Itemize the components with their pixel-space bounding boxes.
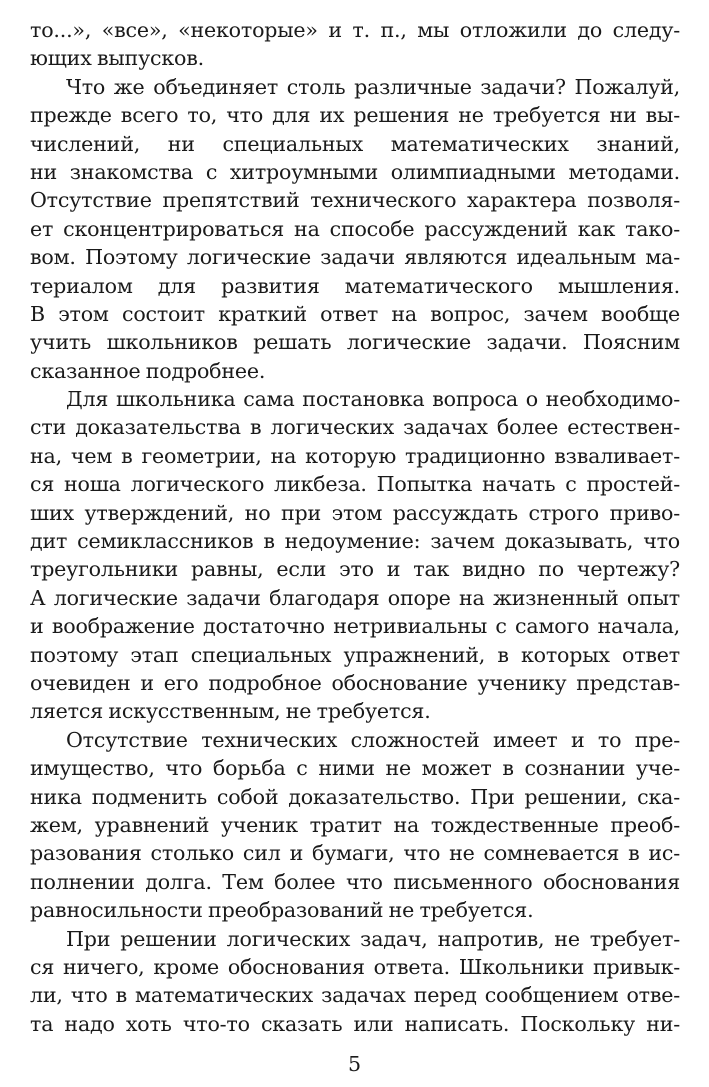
text-line: равносильности преобразований не требуется.: [30, 898, 534, 923]
text-line: А логические задачи благодаря опоре на жизненный опыт: [30, 585, 680, 610]
text-line: ни знакомства с хитроумными олимпиадными методами.: [30, 159, 680, 184]
text-line: вом. Поэтому логические задачи являются идеальным ма-: [30, 245, 680, 270]
text-line: Что же объединяет столь различные задачи? Пожалуй,: [66, 74, 680, 99]
text-line: разования столько сил и бумаги, что не сомневается в ис-: [30, 841, 680, 866]
text-line: числений, ни специальных математических знаний,: [30, 131, 680, 156]
text-line: имущество, что борьба с ними не может в сознании уче-: [30, 756, 680, 781]
page-body: [30, 16, 680, 1038]
text-line: на, чем в геометрии, на которую традиционно взваливает-: [30, 443, 680, 468]
page-number: 5: [347, 1052, 362, 1076]
text-line: Отсутствие технических сложностей имеет и то пре-: [66, 727, 680, 752]
text-line: При решении логических задач, напротив, не требует-: [66, 926, 680, 951]
text-line: жем, уравнений ученик тратит на тождественные преоб-: [30, 812, 680, 837]
text-line: полнении долга. Тем более что письменного обоснования: [30, 869, 680, 894]
text-line: ли, что в математических задачах перед сообщением отве-: [30, 983, 680, 1008]
paragraph-1: [30, 16, 680, 73]
paragraph-2: [30, 73, 680, 385]
text-line: ет сконцентрироваться на способе рассуждений как тако-: [30, 216, 680, 241]
text-line: ших утверждений, но при этом рассуждать строго приво-: [30, 500, 680, 525]
text-line: прежде всего то, что для их решения не требуется ни вы-: [30, 103, 680, 128]
text-line: Для школьника сама постановка вопроса о необходимо-: [66, 387, 680, 412]
text-line: ляется искусственным, не требуется.: [30, 699, 431, 724]
text-line: поэтому этап специальных упражнений, в которых ответ: [30, 642, 680, 667]
text-line: сказанное подробнее.: [30, 358, 266, 383]
text-line: В этом состоит краткий ответ на вопрос, зачем вообще: [30, 301, 680, 326]
text-line: треугольники равны, если это и так видно по чертежу?: [30, 557, 680, 582]
text-line: и воображение достаточно нетривиальны с самого начала,: [30, 614, 680, 639]
text-line: ника подменить собой доказательство. При решении, ска-: [30, 784, 680, 809]
text-line: очевиден и его подробное обоснование ученику представ-: [30, 670, 680, 695]
text-line: дит семиклассников в недоумение: зачем доказывать, что: [30, 529, 680, 554]
text-line: ющих выпусков.: [30, 46, 204, 71]
text-line: учить школьников решать логические задачи. Поясним: [30, 330, 680, 355]
text-line: Отсутствие препятствий технического характера позволя-: [30, 188, 680, 213]
text-line: ся ноша логического ликбеза. Попытка начать с простей-: [30, 472, 680, 497]
text-line: сти доказательства в логических задачах более естествен-: [30, 415, 680, 440]
text-line: териалом для развития математического мышления.: [30, 273, 680, 298]
text-line: то...», «все», «некоторые» и т. п., мы отложили до следу-: [30, 18, 680, 42]
paragraph-3: [30, 385, 680, 726]
paragraph-4: [30, 726, 680, 925]
text-line: ся ничего, кроме обоснования ответа. Школьники привык-: [30, 954, 680, 979]
paragraph-5: [30, 925, 680, 1039]
text-line: та надо хоть что-то сказать или написать. Поскольку ни-: [30, 1011, 680, 1036]
